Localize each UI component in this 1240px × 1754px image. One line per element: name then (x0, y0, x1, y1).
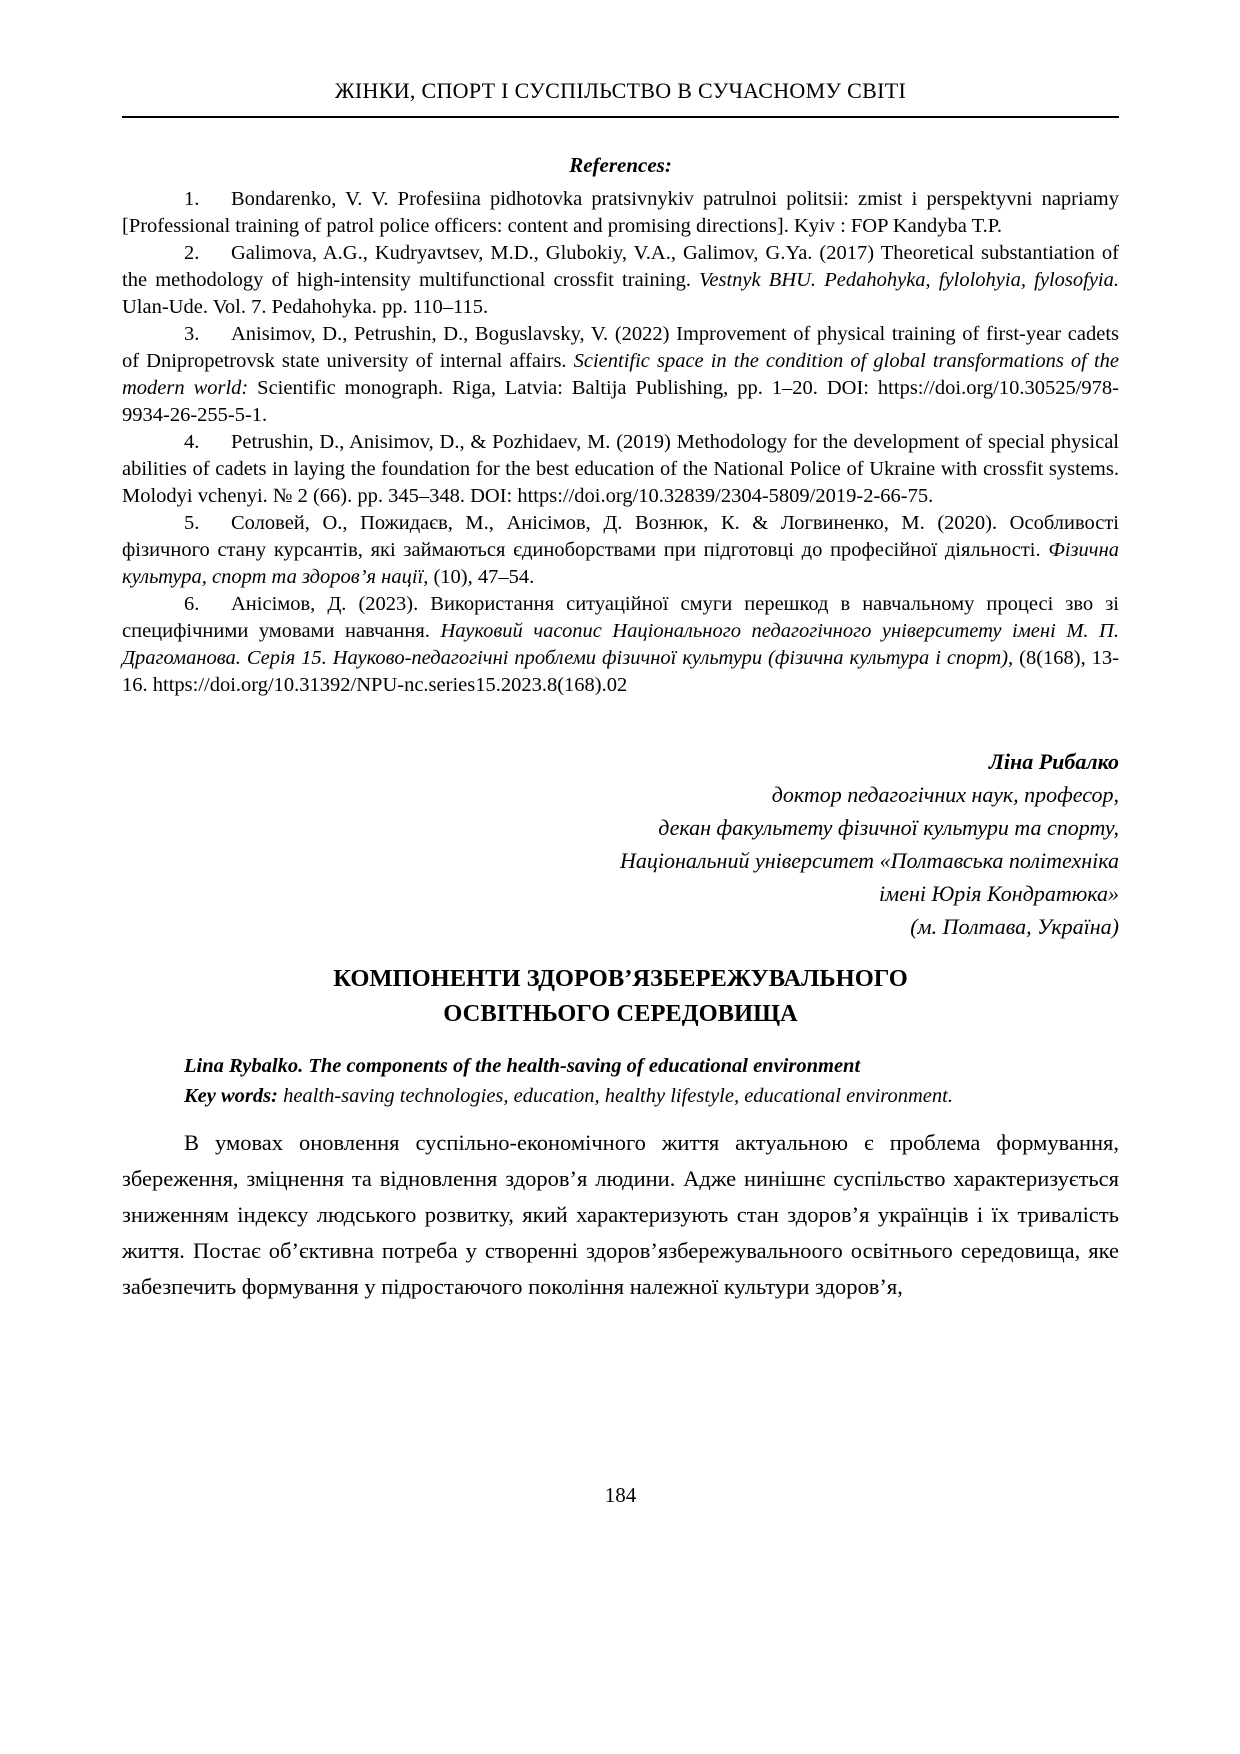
author-university-line-2: імені Юрія Кондратюка» (879, 881, 1119, 906)
reference-text: Petrushin, D., Anisimov, D., & Pozhidaev, M. (2019) Methodology for the development of special physical abilities of cadets in laying the foundation for the best education of the National Police of Ukraine with crossfit systems. Molodyi vchenyi. № 2 (66). pp. 345–348. DOI: https://doi.org/10.32839/2304-5809/2019-2-66-75. (122, 431, 1119, 507)
author-position-line: декан факультету фізичної культури та спорту, (658, 815, 1119, 840)
reference-number: 2. (184, 242, 200, 264)
reference-item-1 (122, 186, 1119, 240)
reference-text-tail: Scientific monograph. Riga, Latvia: Baltija Publishing, pp. 1–20. DOI: https://doi.org/10.30525/978-9934-26-255-5-1. (122, 377, 1119, 426)
reference-text: Соловей, О., Пожидаєв, М., Анісімов, Д. Вознюк, К. & Логвиненко, М. (2020). Особливості фізичного стану курсантів, які займаються єдиноборствами при підготовці до професійної діяльності. (122, 512, 1119, 561)
author-name: Ліна Рибалко (988, 749, 1119, 774)
keywords-paragraph (122, 1081, 1119, 1111)
article-title-en: Lina Rybalko. The components of the health-saving of educational environment (184, 1055, 861, 1077)
header-rule (122, 116, 1119, 118)
reference-text-tail: (8(168), 13-16. https://doi.org/10.31392/NPU-nc.series15.2023.8(168).02 (122, 647, 1119, 696)
keywords-text: health-saving technologies, education, healthy lifestyle, educational environment. (283, 1085, 953, 1107)
reference-number: 6. (184, 593, 200, 615)
reference-number: 3. (184, 323, 200, 345)
reference-item-4 (122, 429, 1119, 510)
reference-source-italic: Vestnyk BHU. Pedahohyka, fylolohyia, fylosofyia. (699, 269, 1119, 291)
reference-text: Anisimov, D., Petrushin, D., Boguslavsky, V. (2022) Improvement of physical training of first-year cadets of Dnipropetrovsk state university of internal affairs. (122, 323, 1119, 372)
author-university-line: Національний університет «Полтавська політехніка (620, 848, 1119, 873)
author-degree-line: доктор педагогічних наук, професор, (771, 782, 1119, 807)
reference-source-italic: Scientific space in the condition of global transformations of the modern world: (122, 350, 1119, 399)
reference-item-2 (122, 240, 1119, 321)
reference-item-5 (122, 510, 1119, 591)
reference-source-italic: Науковий часопис Національного педагогічного університету імені М. П. Драгоманова. Серія 15. Науково-педагогічні проблеми фізичної культури (фізична культура і спорт), (122, 620, 1119, 669)
reference-text: Bondarenko, V. V. Profesiina pidhotovka pratsivnykiv patrulnoi politsii: zmist i perspektyvni napriamy [Professional training of patrol police officers: content and promising directions]. Kyiv : FOP Kandyba T.P. (122, 188, 1119, 237)
reference-text-tail: (10), 47–54. (428, 566, 535, 588)
reference-number: 5. (184, 512, 200, 534)
reference-text-tail: Ulan-Ude. Vol. 7. Pedahohyka. pp. 110–115. (122, 296, 489, 318)
reference-text: Анісімов, Д. (2023). Використання ситуаційної смуги перешкод в навчальному процесі зво зі специфічними умовами навчання. (122, 593, 1119, 642)
keywords-label: Key words: (184, 1085, 284, 1107)
reference-item-3 (122, 321, 1119, 429)
reference-number: 4. (184, 431, 200, 453)
references-heading: References: (569, 153, 672, 177)
article-title-line-2: ОСВІТНЬОГО СЕРЕДОВИЩА (443, 1000, 798, 1027)
running-head: ЖІНКИ, СПОРТ І СУСПІЛЬСТВО В СУЧАСНОМУ СВІТІ (334, 78, 907, 103)
reference-text: Galimova, A.G., Kudryavtsev, M.D., Glubokiy, V.A., Galimov, G.Ya. (2017) Theoretical substantiation of the methodology of high-intensity multifunctional crossfit training. (122, 242, 1119, 291)
article-title-line-1: КОМПОНЕНТИ ЗДОРОВ’ЯЗБЕРЕЖУВАЛЬНОГО (333, 965, 908, 992)
article-title (122, 961, 1119, 1031)
author-block (122, 745, 1119, 943)
body-paragraph: В умовах оновлення суспільно-економічного життя актуальною є проблема формування, збереження, зміцнення та відновлення здоров’я людини. Адже нинішнє суспільство характеризується зниженням індексу людського розвитку, який характеризують стан здоров’я українців і їх тривалість життя. Постає об’єктивна потреба у створенні здоров’язбережувальноого освітнього середовища, яке забезпечить формування у підростаючого покоління належної культури здоров’я, (122, 1130, 1119, 1299)
reference-number: 1. (184, 188, 200, 210)
page-number: 184 (604, 1483, 637, 1507)
author-city-line: (м. Полтава, Україна) (910, 914, 1119, 939)
reference-source-italic: Фізична культура, спорт та здоров’я нації, (122, 539, 1119, 588)
reference-item-6 (122, 591, 1119, 699)
